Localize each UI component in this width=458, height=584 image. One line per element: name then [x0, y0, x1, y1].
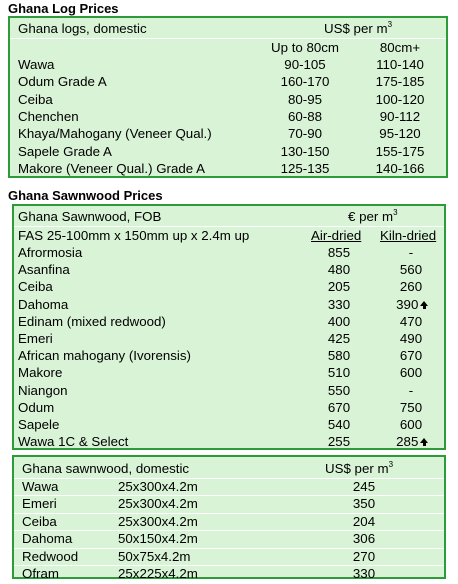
- species-name: Dahoma: [18, 296, 69, 312]
- kiln-dried-price: -: [408, 245, 414, 260]
- sawn-header-label: Ghana Sawnwood, FOB: [18, 209, 162, 224]
- air-dried-price: 425: [327, 331, 351, 346]
- sawn-currency: [348, 208, 398, 225]
- domestic-sawnwood-table: [12, 455, 446, 579]
- species-name: Redwood: [22, 548, 79, 564]
- sawn-col1-header: Air-dried: [311, 228, 362, 243]
- table-row: [14, 364, 444, 381]
- price: 270: [352, 548, 376, 564]
- table-row: [10, 143, 446, 160]
- log-prices-table: [8, 16, 448, 178]
- species-name: Wawa: [22, 479, 59, 494]
- domestic-currency: [325, 460, 393, 477]
- price-80cm-plus: 95-120: [379, 126, 421, 142]
- species-name: Emeri: [22, 496, 57, 512]
- kiln-dried-price-cell: [379, 296, 443, 313]
- table-row: [14, 244, 444, 261]
- kiln-dried-price: 490: [399, 331, 423, 346]
- air-dried-price: 510: [327, 365, 351, 381]
- air-dried-price: 855: [327, 245, 351, 260]
- species-name: Odum: [18, 399, 55, 415]
- log-currency-text: US$ per m: [324, 21, 388, 36]
- table-row: [10, 125, 446, 142]
- sawn-prices-title: Ghana Sawnwood Prices: [8, 188, 163, 203]
- domestic-header-row: [14, 460, 444, 477]
- table-row: [14, 513, 444, 530]
- kiln-dried-price: 390: [396, 296, 419, 312]
- up-arrow-stem: [423, 441, 426, 446]
- species-name: Wawa: [18, 57, 55, 72]
- air-dried-price: 580: [327, 348, 351, 364]
- log-currency: [324, 20, 392, 37]
- price: 204: [352, 513, 376, 529]
- price-80cm-plus: 90-112: [379, 108, 421, 124]
- air-dried-price: 480: [327, 262, 351, 278]
- air-dried-price: 550: [327, 382, 351, 398]
- kiln-dried-price-cell: [379, 399, 443, 416]
- species-name: African mahogany (Ivorensis): [18, 348, 191, 364]
- kiln-dried-price: 285: [396, 434, 419, 450]
- kiln-dried-price-cell: [379, 313, 443, 330]
- table-row: [14, 347, 444, 364]
- species-name: Chenchen: [18, 108, 79, 124]
- species-name: Asanfina: [18, 262, 70, 278]
- kiln-dried-price: -: [408, 382, 414, 398]
- domestic-currency-text: US$ per m: [325, 461, 389, 476]
- kiln-dried-price-cell: [379, 433, 443, 450]
- kiln-dried-price-cell: [379, 278, 443, 295]
- price-80cm-plus: 175-185: [375, 74, 425, 90]
- kiln-dried-price: 260: [399, 279, 423, 295]
- table-row: [14, 433, 444, 450]
- species-name: Makore: [18, 365, 63, 381]
- price-up-to-80cm: 80-95: [287, 91, 322, 107]
- price-80cm-plus: 100-120: [375, 91, 425, 107]
- dimension: 50x150x4.2m: [118, 531, 198, 547]
- up-arrow-stem: [423, 304, 426, 309]
- air-dried-price: 255: [327, 434, 351, 450]
- table-row: [14, 399, 444, 416]
- species-name: Afrormosia: [18, 245, 83, 260]
- table-row: [14, 530, 444, 547]
- dimension: 25x300x4.2m: [118, 513, 198, 529]
- kiln-dried-price-cell: [379, 244, 443, 261]
- species-name: Ofram: [22, 566, 59, 581]
- table-row: [14, 478, 444, 495]
- sawn-col2-header: Kiln-dried: [380, 228, 437, 243]
- price-up-to-80cm: 125-135: [280, 160, 330, 176]
- air-dried-price: 670: [327, 399, 351, 415]
- sawn-spec: FAS 25-100mm x 150mm up x 2.4m up: [18, 228, 250, 243]
- price-80cm-plus: 155-175: [375, 143, 425, 159]
- price-up-to-80cm: 130-150: [280, 143, 330, 159]
- species-name: Khaya/Mahogany (Veneer Qual.): [18, 126, 212, 142]
- dimension: 50x75x4.2m: [118, 548, 191, 564]
- dimension: 25x300x4.2m: [118, 479, 198, 494]
- species-name: Odum Grade A: [18, 74, 107, 90]
- species-name: Edinam (mixed redwood): [18, 313, 166, 329]
- price: 330: [352, 566, 376, 581]
- kiln-dried-price-cell: [379, 261, 443, 278]
- air-dried-price: 330: [327, 296, 351, 312]
- air-dried-price: 540: [327, 417, 351, 432]
- table-row: [10, 91, 446, 108]
- kiln-dried-price-cell: [379, 330, 443, 347]
- species-name: Dahoma: [22, 531, 73, 547]
- kiln-dried-price-cell: [379, 347, 443, 364]
- sawn-header-row: [14, 208, 444, 225]
- species-name: Niangon: [18, 382, 68, 398]
- species-name: Sapele: [18, 417, 60, 432]
- dimension: 25x225x4.2m: [118, 566, 198, 581]
- sawn-currency-text: € per m: [348, 209, 394, 224]
- table-row: [14, 313, 444, 330]
- sawn-prices-table: [12, 204, 446, 450]
- kiln-dried-price: 670: [399, 348, 423, 364]
- table-row: [14, 565, 444, 582]
- air-dried-price: 205: [327, 279, 351, 295]
- price-up-to-80cm: 90-105: [284, 57, 326, 72]
- species-name: Wawa 1C & Select: [18, 434, 129, 450]
- log-unit-sup: 3: [387, 20, 393, 29]
- domestic-header-label: Ghana sawnwood, domestic: [22, 461, 190, 476]
- table-row: [14, 548, 444, 565]
- price-80cm-plus: 140-166: [375, 160, 425, 176]
- table-row: [10, 160, 446, 177]
- table-row: [14, 330, 444, 347]
- log-col1-header: Up to 80cm: [271, 40, 339, 55]
- kiln-dried-price-cell: [379, 364, 443, 381]
- price-up-to-80cm: 60-88: [287, 108, 322, 124]
- kiln-dried-price: 560: [399, 262, 423, 278]
- kiln-dried-price-cell: [379, 416, 443, 433]
- log-col2-header: 80cm+: [379, 40, 421, 55]
- table-row: [14, 495, 444, 512]
- species-name: Ceiba: [22, 513, 57, 529]
- species-name: Ceiba: [18, 91, 53, 107]
- table-row: [10, 56, 446, 73]
- log-prices-title: Ghana Log Prices: [8, 1, 119, 16]
- species-name: Emeri: [18, 331, 53, 346]
- table-row: [14, 296, 444, 313]
- dimension: 25x300x4.2m: [118, 496, 198, 512]
- kiln-dried-price: 470: [399, 313, 423, 329]
- species-name: Ceiba: [18, 279, 53, 295]
- log-header-row: [10, 20, 446, 37]
- domestic-unit-sup: 3: [388, 460, 394, 469]
- table-row: [10, 108, 446, 125]
- sawn-unit-sup: 3: [393, 208, 398, 217]
- table-row: [10, 73, 446, 90]
- table-row: [14, 416, 444, 433]
- price: 245: [352, 479, 376, 494]
- price-up-to-80cm: 70-90: [287, 126, 322, 142]
- kiln-dried-price: 600: [399, 365, 423, 381]
- table-row: [14, 261, 444, 278]
- log-column-header-row: [10, 39, 446, 56]
- price: 350: [352, 496, 376, 512]
- price-up-to-80cm: 160-170: [280, 74, 330, 90]
- log-header-label: Ghana logs, domestic: [18, 21, 147, 36]
- kiln-dried-price-cell: [379, 382, 443, 399]
- sawn-spec-row: [14, 227, 444, 244]
- table-row: [14, 382, 444, 399]
- air-dried-price: 400: [327, 313, 351, 329]
- kiln-dried-price: 750: [399, 399, 423, 415]
- price-80cm-plus: 110-140: [376, 57, 424, 72]
- species-name: Makore (Veneer Qual.) Grade A: [18, 160, 205, 176]
- table-row: [14, 278, 444, 295]
- kiln-dried-price: 600: [399, 417, 423, 432]
- price: 306: [352, 531, 376, 547]
- species-name: Sapele Grade A: [18, 143, 112, 159]
